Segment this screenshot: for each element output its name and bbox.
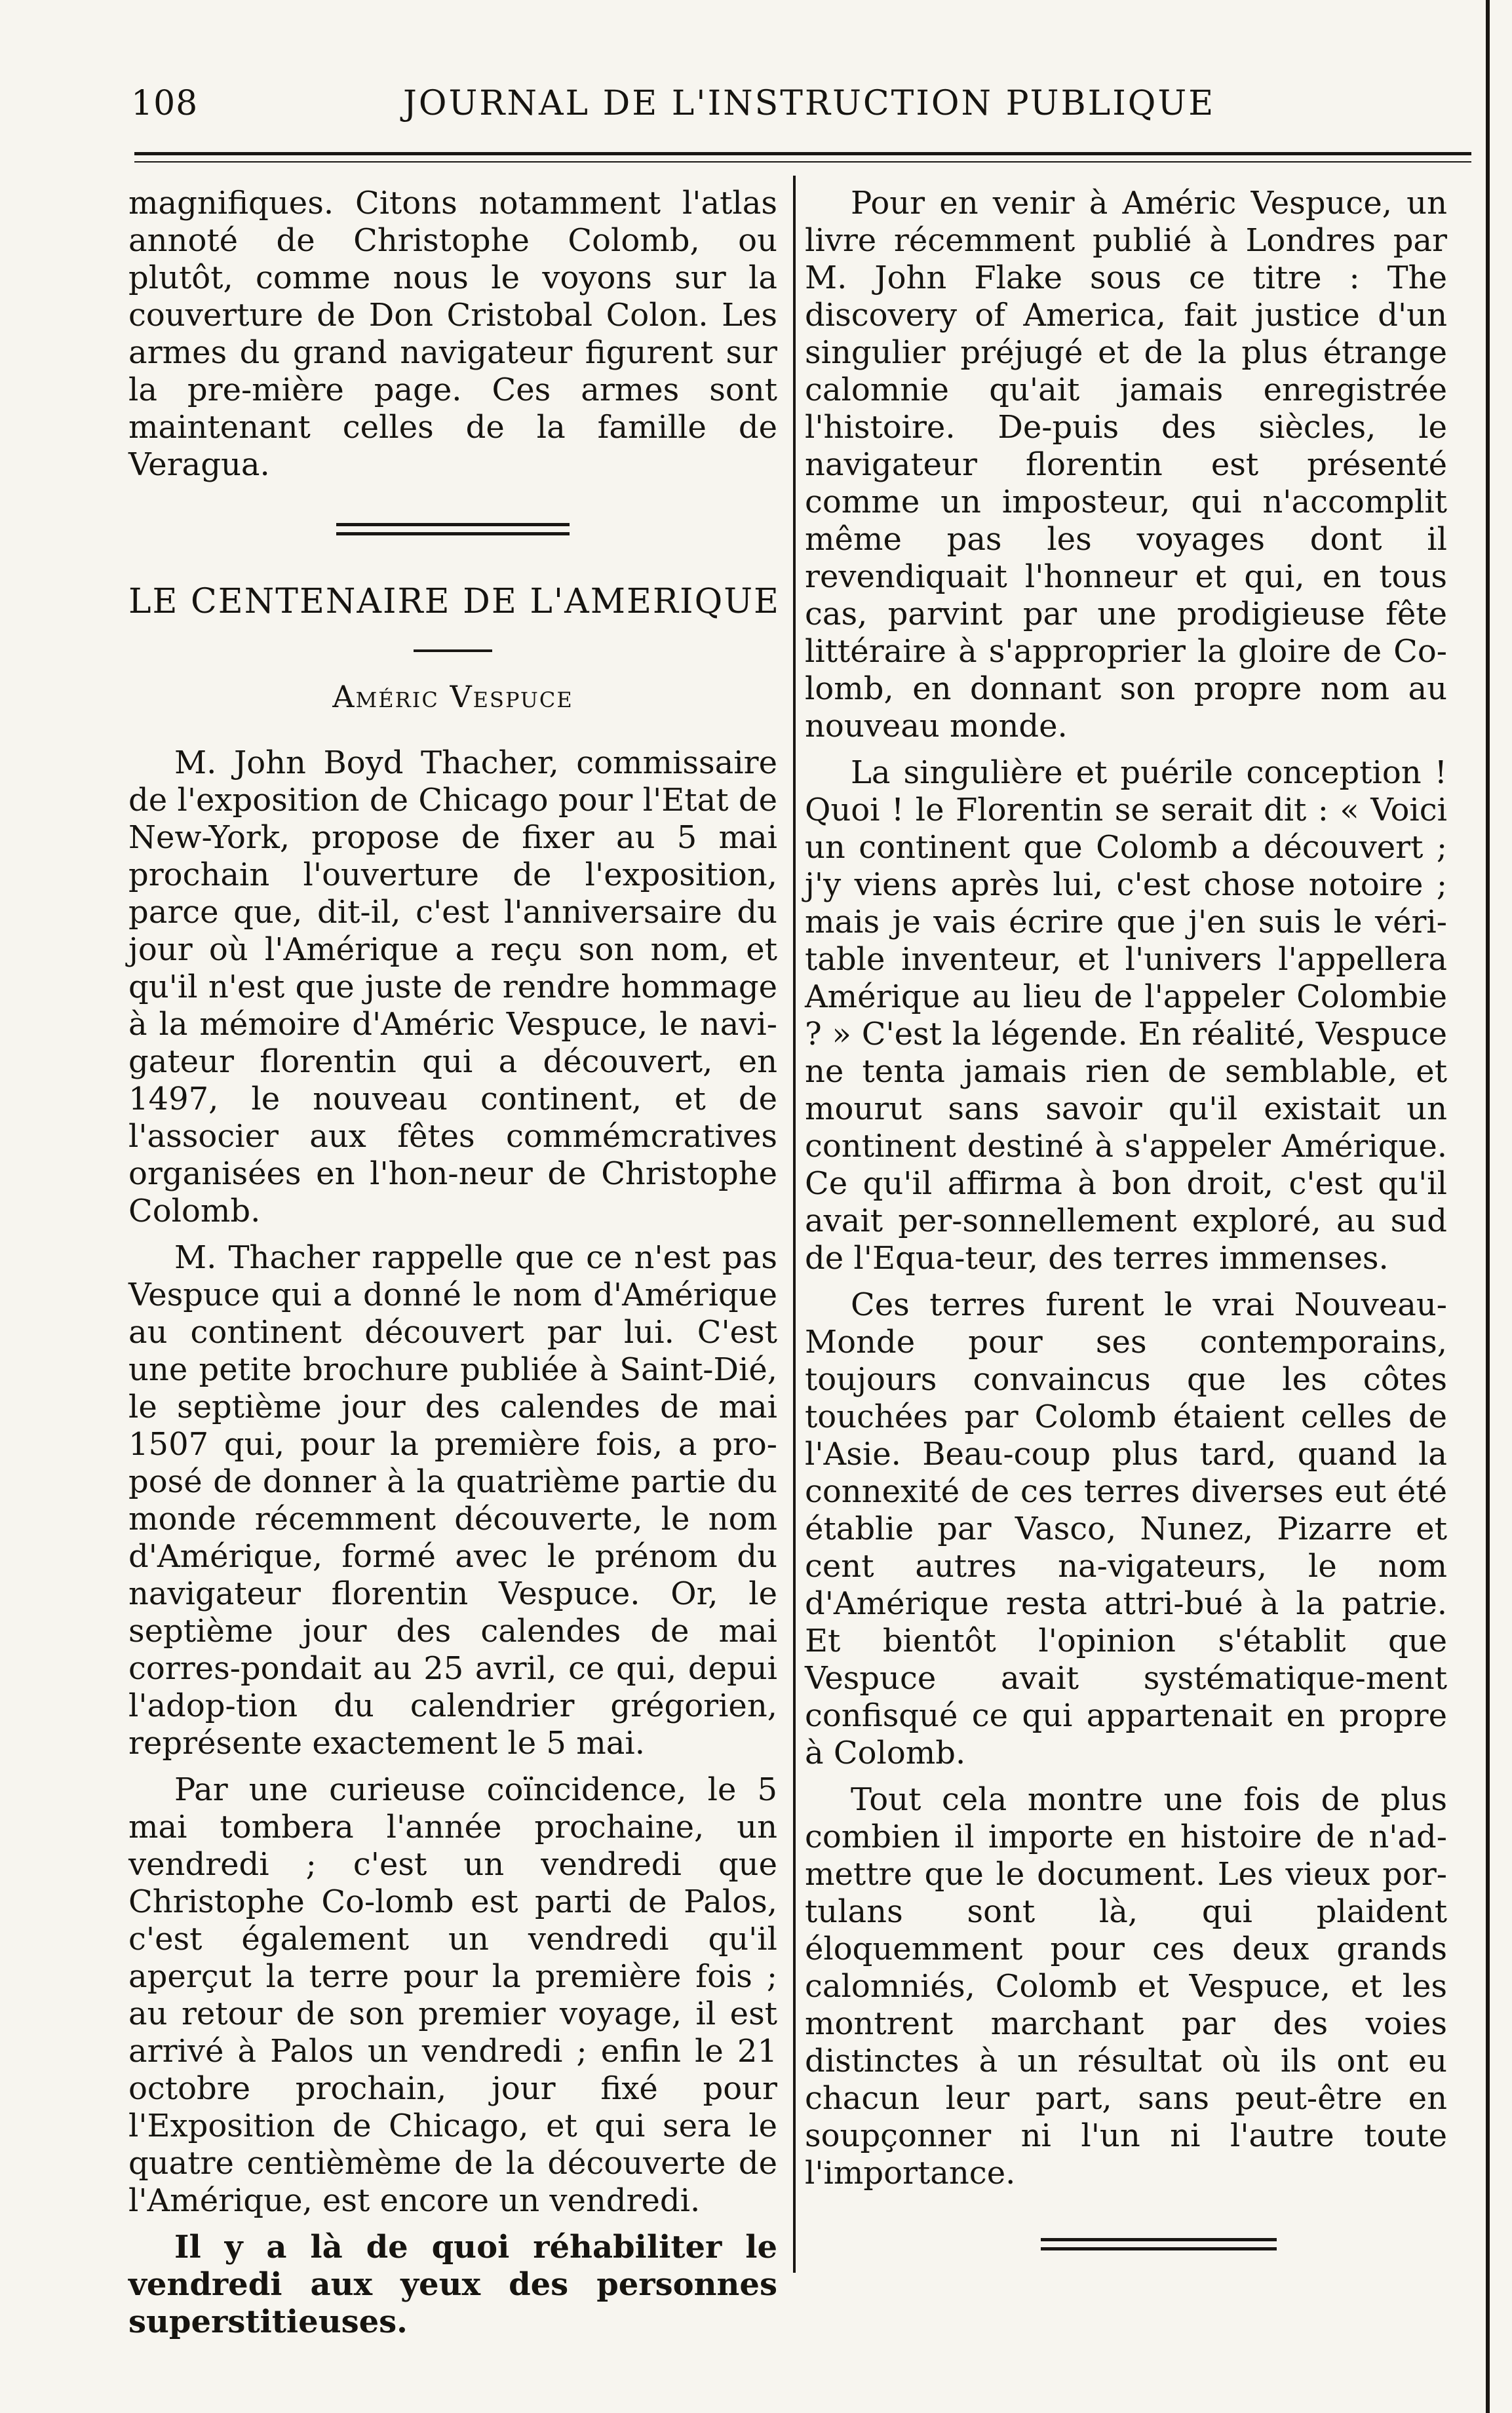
left-column: [128, 185, 781, 2341]
page-header: [131, 84, 1435, 136]
paragraph-continued: magnifiques. Citons notamment l'atlas annoté de Christophe Colomb, ou plutôt, comme nous le voyons sur la couverture de Don Cristobal Colon. Les armes du grand navigateur figurent sur la pre-mière page. Ces armes sont maintenant celles de la famille de Veragua.: [128, 185, 777, 483]
section-separator: [336, 523, 570, 537]
header-rule-thin: [134, 161, 1471, 163]
paragraph: M. Thacher rappelle que ce n'est pas Vespuce qui a donné le nom d'Amérique au continent découvert par lui. C'est une petite brochure publiée à Saint-Dié, le septième jour des calendes de mai 1507 qui, pour la première fois, a pro-posé de donner à la quatrième partie du monde récemment découverte, le nom d'Amérique, formé avec le prénom du navigateur florentin Vespuce. Or, le septième jour des calendes de mai corres-pondait au 25 avril, ce qui, depui l'adop-tion du calendrier grégorien, représente exactement le 5 mai.: [128, 1239, 777, 1762]
section-title: LE CENTENAIRE DE L'AMERIQUE: [128, 582, 781, 621]
running-title: JOURNAL DE L'INSTRUCTION PUBLIQUE: [403, 84, 1216, 123]
section-subtitle: Améric Vespuce: [332, 679, 573, 714]
paragraph: Il y a là de quoi réhabiliter le vendredi aux yeux des personnes superstitieuses.: [128, 2229, 777, 2340]
end-separator: [1041, 2238, 1277, 2252]
page-number: 108: [131, 84, 199, 123]
paragraph: Par une curieuse coïncidence, le 5 mai tombera l'année prochaine, un vendredi ; c'est un vendredi que Christophe Co-lomb est parti de Palos, c'est également un vendredi qu'il aperçut la terre pour la première fois ; au retour de son premier voyage, il est arrivé à Palos un vendredi ; enfin le 21 octobre prochain, jour fixé pour l'Exposition de Chicago, et qui sera le quatre centièmème de la découverte de l'Amérique, est encore un vendredi.: [128, 1771, 777, 2219]
header-rule-thick: [134, 152, 1471, 155]
column-divider: [793, 176, 796, 2273]
paragraph: Ces terres furent le vrai Nouveau-Monde pour ses contemporains, toujours convaincus que les côtes touchées par Colomb étaient celles de l'Asie. Beau-coup plus tard, quand la connexité de ces terres diverses eut été établie par Vasco, Nunez, Pizarre et cent autres na-vigateurs, le nom d'Amérique resta attri-bué à la patrie. Et bientôt l'opinion s'établit que Vespuce avait systématique-ment confisqué ce qui appartenait en propre à Colomb.: [805, 1286, 1447, 1771]
title-rule: [414, 649, 492, 652]
paragraph: Tout cela montre une fois de plus combien il importe en histoire de n'ad-mettre que le document. Les vieux por-tulans sont là, qui plaident éloquemment pour ces deux grands calomniés, Colomb et Vespuce, et les montrent marchant par des voies distinctes à un résultat où ils ont eu chacun leur part, sans peut-être en soupçonner ni l'un ni l'autre toute l'importance.: [805, 1781, 1447, 2191]
paragraph: Pour en venir à Améric Vespuce, un livre récemment publié à Londres par M. John Flake sous ce titre : The discovery of America, fait justice d'un singulier préjugé et de la plus étrange calomnie qu'ait jamais enregistrée l'histoire. De-puis des siècles, le navigateur florentin est présenté comme un imposteur, qui n'accomplit même pas les voyages dont il revendiquait l'honneur et qui, en tous cas, parvint par une prodigieuse fête littéraire à s'approprier la gloire de Co-lomb, en donnant son propre nom au nouveau monde.: [805, 185, 1447, 744]
paragraph: M. John Boyd Thacher, commissaire de l'exposition de Chicago pour l'Etat de New-York, propose de fixer au 5 mai prochain l'ouverture de l'exposition, parce que, dit-il, c'est l'anniversaire du jour où l'Amérique a reçu son nom, et qu'il n'est que juste de rendre hommage à la mémoire d'Améric Vespuce, le navi-gateur florentin qui a découvert, en 1497, le nouveau continent, et de l'associer aux fêtes commémcratives organisées en l'hon-neur de Christophe Colomb.: [128, 744, 777, 1229]
page-edge-line: [1486, 0, 1490, 2413]
right-column: [805, 185, 1447, 2252]
paragraph: La singulière et puérile conception ! Quoi ! le Florentin se serait dit : « Voici un continent que Colomb a découvert ; j'y viens après lui, c'est chose notoire ; mais je vais écrire que j'en suis le véri-table inventeur, et l'univers l'appellera Amérique au lieu de l'appeler Colombie ? » C'est la légende. En réalité, Vespuce ne tenta jamais rien de semblable, et mourut sans savoir qu'il existait un continent destiné à s'appeler Amérique. Ce qu'il affirma à bon droit, c'est qu'il avait per-sonnellement exploré, au sud de l'Equa-teur, des terres immenses.: [805, 754, 1447, 1277]
